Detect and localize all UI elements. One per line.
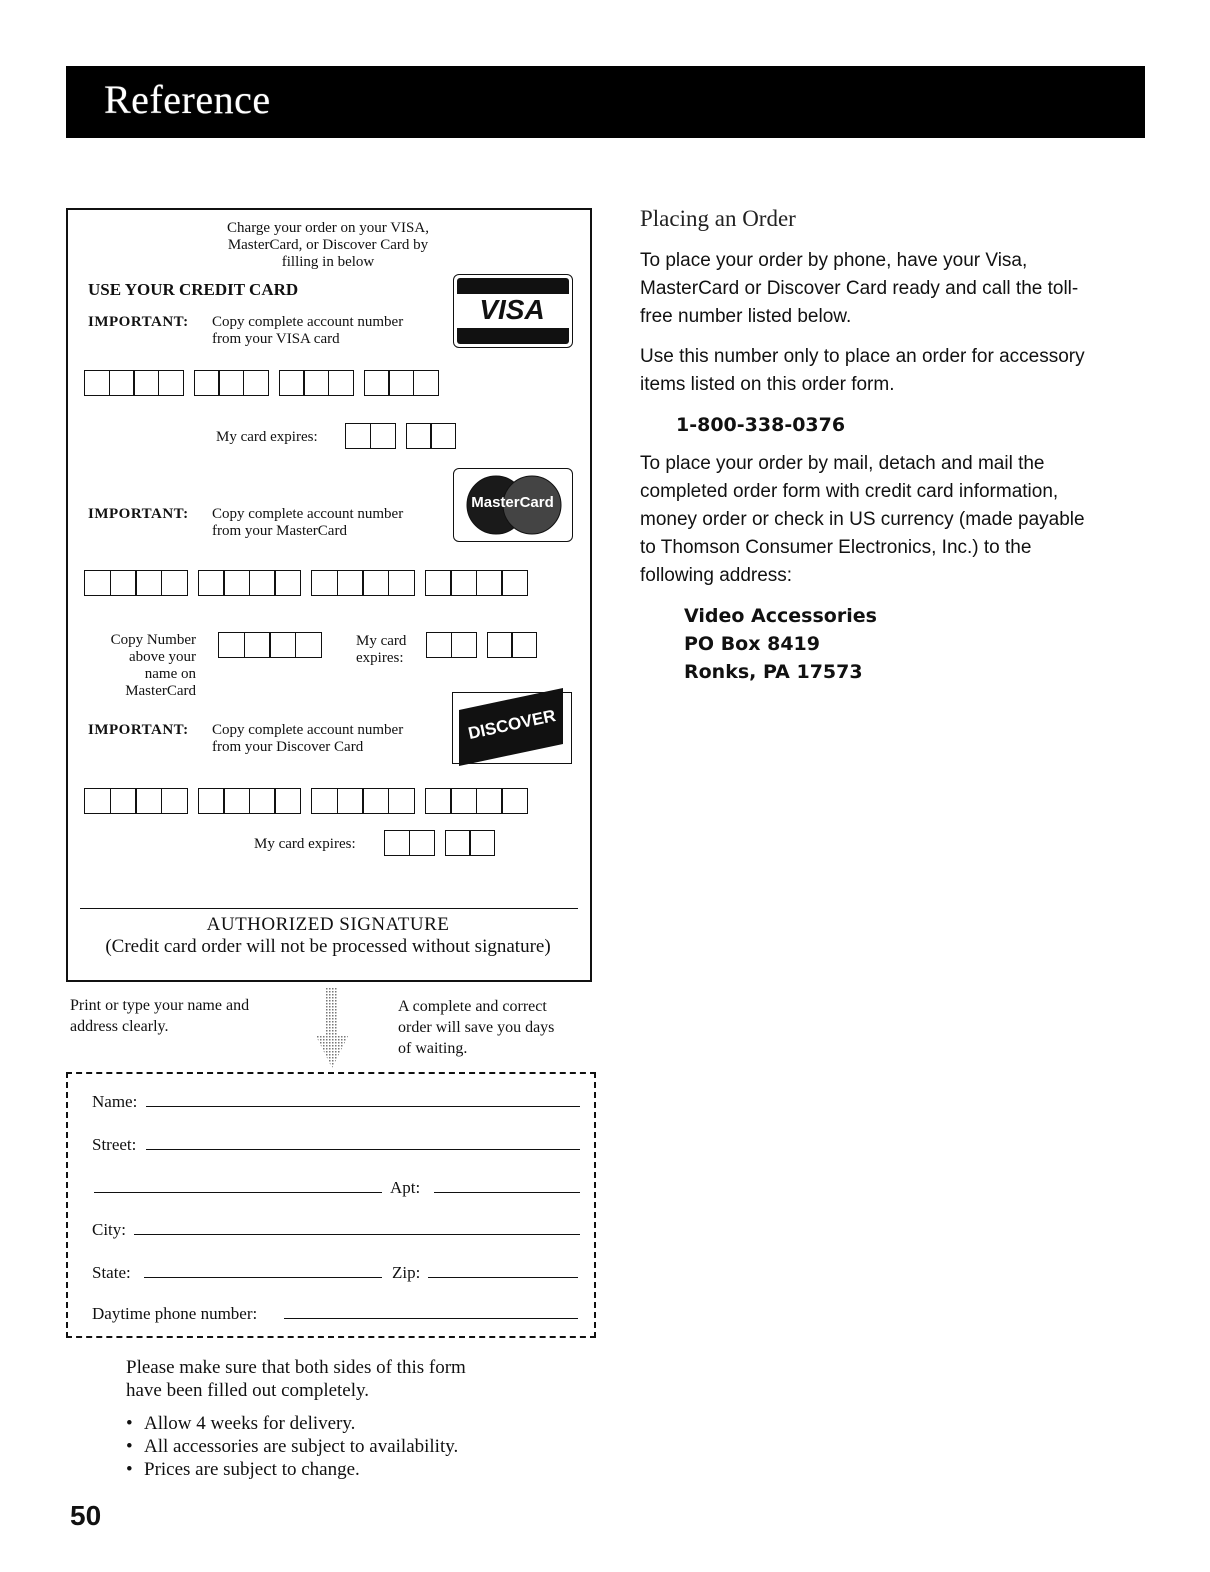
visa-expires-label: My card expires:: [216, 429, 318, 445]
digit-box[interactable]: [409, 830, 435, 856]
digit-box[interactable]: [161, 788, 188, 814]
digit-box[interactable]: [476, 570, 503, 596]
form-completion-note: Please make sure that both sides of this form have been filled out completely.: [126, 1357, 466, 1401]
address-form: [66, 1072, 596, 1338]
digit-box[interactable]: [223, 570, 250, 596]
page-title: Reference: [104, 77, 271, 122]
digit-box[interactable]: [269, 632, 296, 658]
name-label: Name:: [92, 1092, 138, 1111]
page-number: 50: [70, 1500, 102, 1531]
digit-box[interactable]: [161, 570, 188, 596]
discover-expiry-boxes[interactable]: [384, 830, 505, 856]
digit-box[interactable]: [370, 423, 396, 449]
digit-box[interactable]: [388, 370, 414, 396]
digit-box[interactable]: [135, 788, 162, 814]
digit-box[interactable]: [469, 830, 495, 856]
digit-box[interactable]: [364, 370, 390, 396]
digit-box[interactable]: [135, 570, 162, 596]
digit-box[interactable]: [158, 370, 184, 396]
form-heading: USE YOUR CREDIT CARD: [88, 280, 299, 299]
signature-line[interactable]: [80, 908, 578, 909]
zip-label: Zip:: [392, 1263, 421, 1282]
digit-box[interactable]: [501, 570, 528, 596]
digit-box[interactable]: [84, 788, 111, 814]
mail-order-paragraph: To place your order by mail, detach and mail the completed order form with credit card information, money order or check in US currency (made payable to Thomson Consumer Electronics, Inc.) to the following address:: [640, 453, 1085, 586]
discover-instruction: Copy complete account number from your Discover Card: [212, 722, 404, 755]
visa-expiry-boxes[interactable]: [345, 423, 466, 449]
digit-box[interactable]: [198, 570, 225, 596]
discover-account-number[interactable]: [84, 788, 538, 814]
list-item: • All accessories are subject to availability.: [126, 1436, 459, 1457]
city-input[interactable]: [134, 1234, 580, 1235]
digit-box[interactable]: [223, 788, 250, 814]
credit-card-form: [66, 208, 592, 982]
digit-box[interactable]: [84, 370, 110, 396]
discover-logo: DISCOVER: [452, 692, 572, 764]
digit-box[interactable]: [451, 632, 477, 658]
mastercard-expires-label: My card expires:: [356, 633, 407, 666]
street-label: Street:: [92, 1135, 137, 1154]
digit-box[interactable]: [362, 788, 389, 814]
digit-box[interactable]: [249, 570, 276, 596]
digit-box[interactable]: [110, 570, 137, 596]
street-line-2-input[interactable]: [94, 1192, 382, 1193]
mailing-address: Video Accessories PO Box 8419 Ronks, PA 17573: [684, 605, 877, 683]
digit-box[interactable]: [249, 788, 276, 814]
mastercard-instruction: Copy complete account number from your MasterCard: [212, 506, 404, 539]
digit-box[interactable]: [218, 370, 244, 396]
print-name-note: Print or type your name and address clearly.: [70, 997, 250, 1035]
digit-box[interactable]: [388, 570, 415, 596]
digit-box[interactable]: [450, 788, 477, 814]
digit-box[interactable]: [406, 423, 432, 449]
mastercard-expiry-boxes[interactable]: [426, 632, 547, 658]
zip-input[interactable]: [428, 1277, 578, 1278]
digit-box[interactable]: [84, 570, 111, 596]
digit-box[interactable]: [425, 570, 452, 596]
list-item: • Allow 4 weeks for delivery.: [126, 1413, 356, 1434]
digit-box[interactable]: [295, 632, 322, 658]
important-label: IMPORTANT:: [88, 722, 189, 738]
phone-input[interactable]: [284, 1318, 578, 1319]
signature-note: (Credit card order will not be processed without signature): [105, 936, 551, 957]
mastercard-account-number[interactable]: [84, 570, 538, 596]
digit-box[interactable]: [274, 570, 301, 596]
visa-logo: VISA: [453, 274, 573, 348]
digit-box[interactable]: [345, 423, 371, 449]
state-label: State:: [92, 1263, 131, 1282]
list-item: • Prices are subject to change.: [126, 1459, 360, 1480]
digit-box[interactable]: [426, 632, 452, 658]
name-input[interactable]: [146, 1106, 580, 1107]
digit-box[interactable]: [328, 370, 354, 396]
digit-box[interactable]: [109, 370, 135, 396]
city-label: City:: [92, 1220, 127, 1239]
digit-box[interactable]: [243, 370, 269, 396]
visa-account-number[interactable]: [84, 370, 449, 396]
digit-box[interactable]: [303, 370, 329, 396]
digit-box[interactable]: [450, 570, 477, 596]
important-label: IMPORTANT:: [88, 506, 189, 522]
digit-box[interactable]: [511, 632, 537, 658]
state-input[interactable]: [144, 1277, 382, 1278]
street-input[interactable]: [146, 1149, 580, 1150]
apt-label: Apt:: [390, 1178, 421, 1197]
digit-box[interactable]: [110, 788, 137, 814]
digit-box[interactable]: [487, 632, 513, 658]
digit-box[interactable]: [274, 788, 301, 814]
digit-box[interactable]: [430, 423, 456, 449]
digit-box[interactable]: [194, 370, 220, 396]
digit-box[interactable]: [337, 788, 364, 814]
digit-box[interactable]: [413, 370, 439, 396]
copy-number-note: Copy Number above your name on MasterCard: [110, 632, 196, 699]
phone-order-paragraph: To place your order by phone, have your Visa, MasterCard or Discover Card ready and call the toll- free number listed below.: [640, 250, 1079, 327]
phone-number: 1-800-338-0376: [676, 414, 846, 436]
digit-box[interactable]: [218, 632, 245, 658]
form-intro: Charge your order on your VISA, MasterCard, or Discover Card by filling in below: [227, 220, 429, 270]
section-title: Placing an Order: [640, 206, 796, 231]
discover-expires-label: My card expires:: [254, 836, 356, 852]
apt-input[interactable]: [434, 1192, 580, 1193]
digit-box[interactable]: [445, 830, 471, 856]
visa-instruction: Copy complete account number from your VISA card: [212, 314, 404, 347]
digit-box[interactable]: [384, 830, 410, 856]
digit-box[interactable]: [388, 788, 415, 814]
number-usage-paragraph: Use this number only to place an order for accessory items listed on this order form.: [640, 346, 1085, 395]
digit-box[interactable]: [311, 570, 338, 596]
digit-box[interactable]: [198, 788, 225, 814]
down-arrow-icon: [314, 988, 350, 1070]
digit-box[interactable]: [476, 788, 503, 814]
digit-box[interactable]: [311, 788, 338, 814]
digit-box[interactable]: [244, 632, 271, 658]
digit-box[interactable]: [133, 370, 159, 396]
mastercard-name-number-boxes[interactable]: [218, 632, 332, 658]
phone-label: Daytime phone number:: [92, 1304, 258, 1323]
digit-box[interactable]: [279, 370, 305, 396]
mastercard-logo: MasterCard: [453, 468, 573, 542]
important-label: IMPORTANT:: [88, 314, 189, 330]
digit-box[interactable]: [337, 570, 364, 596]
signature-label: AUTHORIZED SIGNATURE: [206, 914, 450, 935]
digit-box[interactable]: [362, 570, 389, 596]
digit-box[interactable]: [425, 788, 452, 814]
bullet-list: [126, 1412, 458, 1481]
complete-order-note: A complete and correct order will save you days of waiting.: [398, 998, 555, 1057]
digit-box[interactable]: [501, 788, 528, 814]
